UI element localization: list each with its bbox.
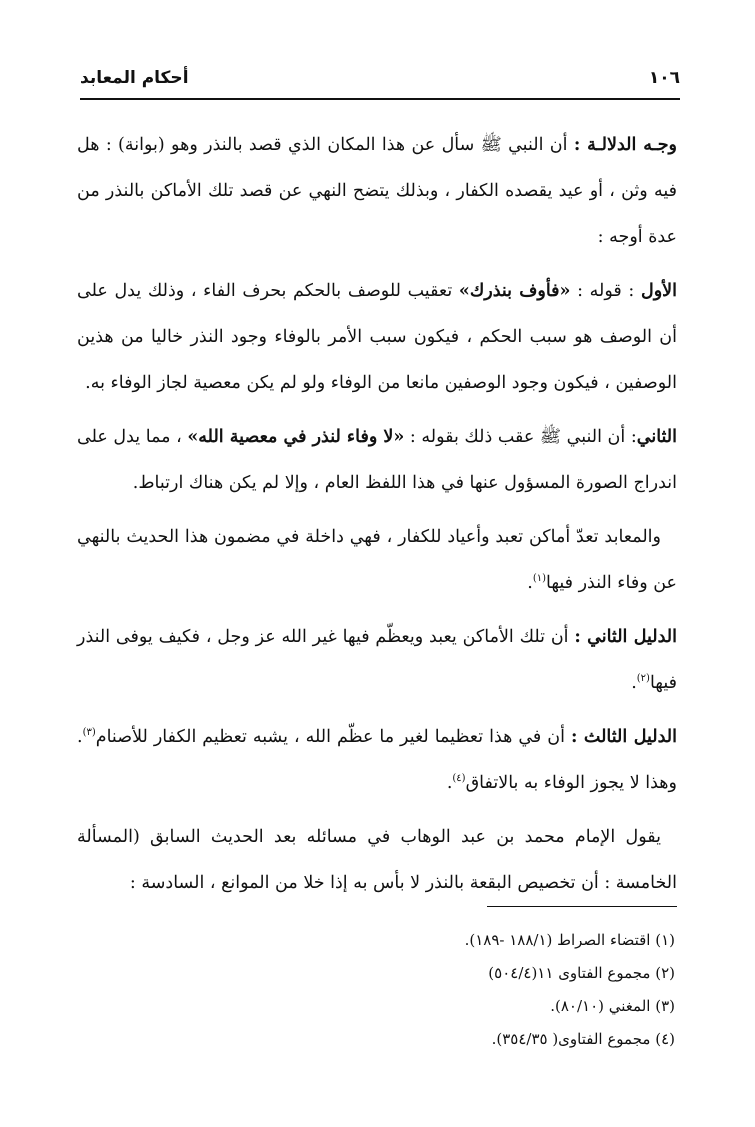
paragraph-text: . وهذا لا يجوز الوفاء به بالاتفاق [77,727,677,793]
paragraph-text: أن في هذا تعظيما لغير ما عظّم الله ، يشبه تعظيم الكفار للأصنام [95,727,571,747]
paragraph-first [77,268,677,406]
hadith-quote: «فأوف بنذرك» [458,281,571,301]
paragraph-quote-imam [77,814,677,906]
hadith-quote: «لا وفاء لنذر في معصية الله» [187,427,405,447]
paragraph-proof-two [77,614,677,706]
paragraph-text: والمعابد تعدّ أماكن تعبد وأعياد للكفار ، فهي داخلة في مضمون هذا الحديث بالنهي عن وفاء النذر فيها [77,527,677,593]
paragraph-evidence [77,122,677,260]
page-number: ١٠٦ [648,68,680,88]
footnote: (٢) مجموع الفتاوى ١١(٥٠٤/٤) [488,964,675,982]
footnotes [75,924,675,1056]
page-header [80,66,680,100]
paragraph-text: : قوله : [570,281,641,301]
label-first: الأول [640,281,677,301]
paragraph-text: أن تلك الأماكن يعبد ويعظّم فيها غير الله عز وجل ، فكيف يوفى النذر فيها [77,627,677,693]
paragraph-text: يقول الإمام محمد بن عبد الوهاب في مسائله بعد الحديث السابق (المسألة الخامسة : أن تخصيص البقعة بالنذر لا بأس به إذا خلا من الموانع ، السادسة : [77,827,677,893]
paragraph-proof-three [77,714,677,806]
punctuation: . [631,673,637,693]
paragraph-text: أن النبي ﷺ سأل عن هذا المكان الذي قصد بالنذر وهو (بوانة) : هل فيه وثن ، أو عيد يقصده الكفار ، وبذلك يتضح النهي عن قصد تلك الأماكن بالنذر من عدة أوجه : [77,135,677,247]
footnote: (١) اقتضاء الصراط (١٨٨/١ -١٨٩). [464,931,675,949]
paragraph-temples [77,514,677,606]
footnote-ref: (٢) [636,673,650,685]
punctuation: . [446,773,453,793]
label-proof-two: الدليل الثاني : [574,627,677,647]
footnote-divider [487,906,677,907]
running-title: أحكام المعابد [80,68,189,88]
footnote-ref: (٣) [82,727,96,739]
label-evidence: وجـه الدلالـة : [573,135,677,155]
punctuation: . [527,573,533,593]
label-proof-three: الدليل الثالث : [570,727,677,747]
paragraph-text: تعقيب للوصف بالحكم بحرف الفاء ، وذلك يدل على أن الوصف هو سبب الحكم ، فيكون سبب الأمر بالوفاء وجود النذر خاليا من هذين الوصفين ، فيكون وجود الوصفين مانعا من الوفاء ولو لم يكن معصية لجاز الوفاء به. [77,281,677,393]
footnote: (٣) المغني (٨٠/١٠). [550,997,675,1015]
label-second: الثاني [636,427,677,447]
paragraph-text: ، مما يدل على اندراج الصورة المسؤول عنها في هذا اللفظ العام ، وإلا لم يكن هناك ارتباط. [77,427,677,493]
footnote-ref: (١) [532,573,546,585]
paragraph-text: : أن النبي ﷺ عقب ذلك بقوله : [404,427,637,447]
main-text [77,122,677,914]
paragraph-second [77,414,677,506]
footnote: (٤) مجموع الفتاوى( ٣٥٤/٣٥). [491,1030,675,1048]
footnote-ref: (٤) [452,773,466,785]
